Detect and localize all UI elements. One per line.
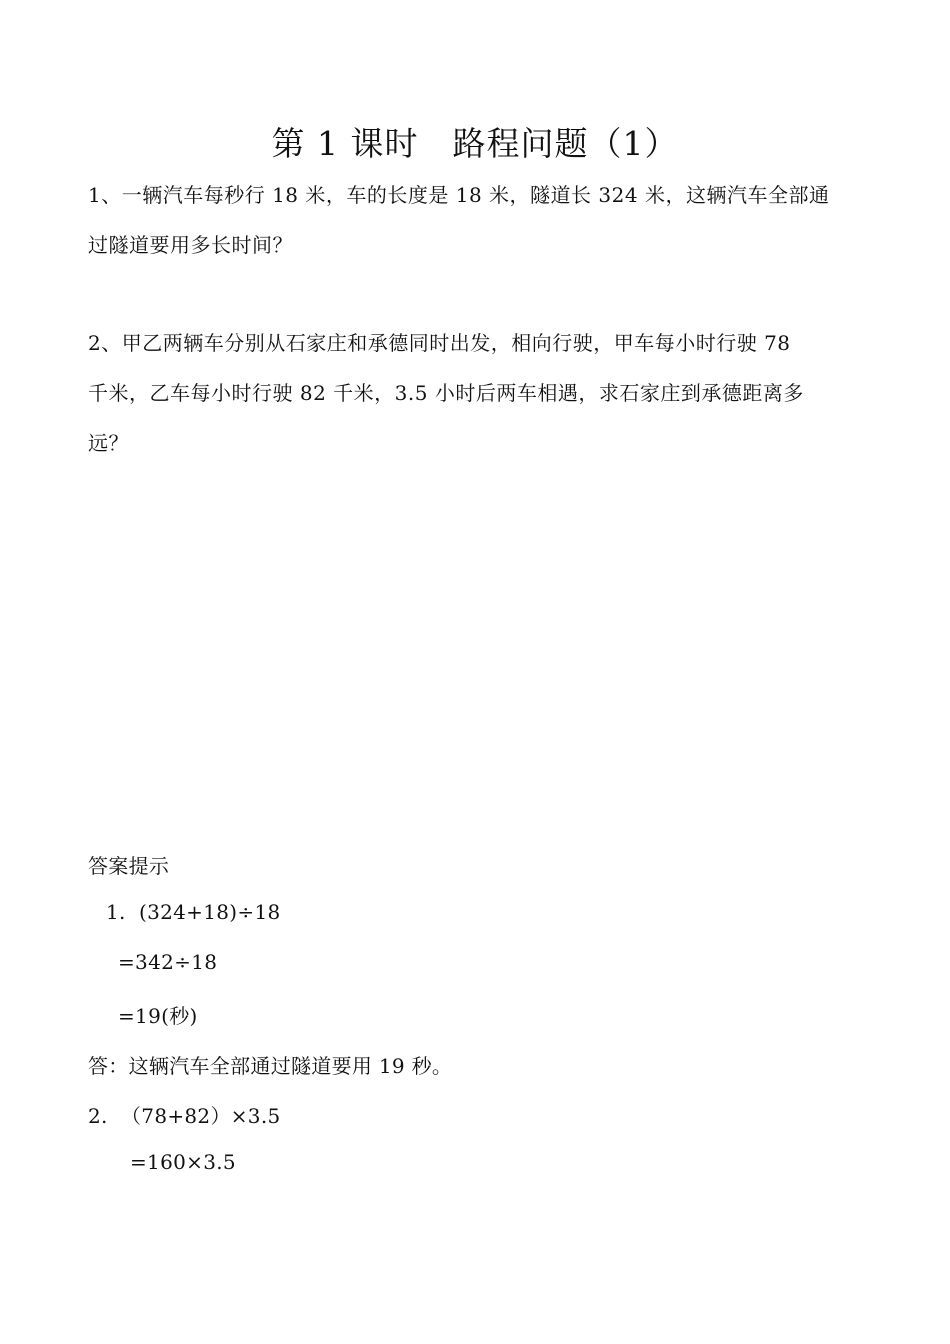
- answer-1-step-2: =342÷18: [118, 950, 218, 974]
- answer-1-conclusion: 答：这辆汽车全部通过隧道要用 19 秒。: [88, 1054, 453, 1078]
- answer-2-step-1: 2. （78+82）×3.5: [88, 1104, 281, 1128]
- question-1-line-2: 过隧道要用多长时间？: [88, 233, 293, 257]
- question-2-line-1: 2、甲乙两辆车分别从石家庄和承德同时出发，相向行驶，甲车每小时行驶 78: [88, 331, 791, 355]
- page-title: 第 1 课时 路程问题（1）: [271, 124, 679, 163]
- question-2-line-2: 千米，乙车每小时行驶 82 千米，3.5 小时后两车相遇，求石家庄到承德距离多: [88, 381, 804, 405]
- answer-1-step-1: 1. (324+18)÷18: [106, 900, 281, 924]
- question-1-line-1: 1、一辆汽车每秒行 18 米，车的长度是 18 米，隧道长 324 米，这辆汽车全部通: [88, 183, 830, 207]
- question-2: [88, 318, 868, 468]
- question-1: [88, 170, 868, 270]
- question-2-line-3: 远？: [88, 431, 129, 455]
- answers-heading: 答案提示: [88, 854, 170, 878]
- answer-1-step-3: =19(秒): [118, 1004, 198, 1028]
- answer-2-step-2: =160×3.5: [130, 1150, 236, 1174]
